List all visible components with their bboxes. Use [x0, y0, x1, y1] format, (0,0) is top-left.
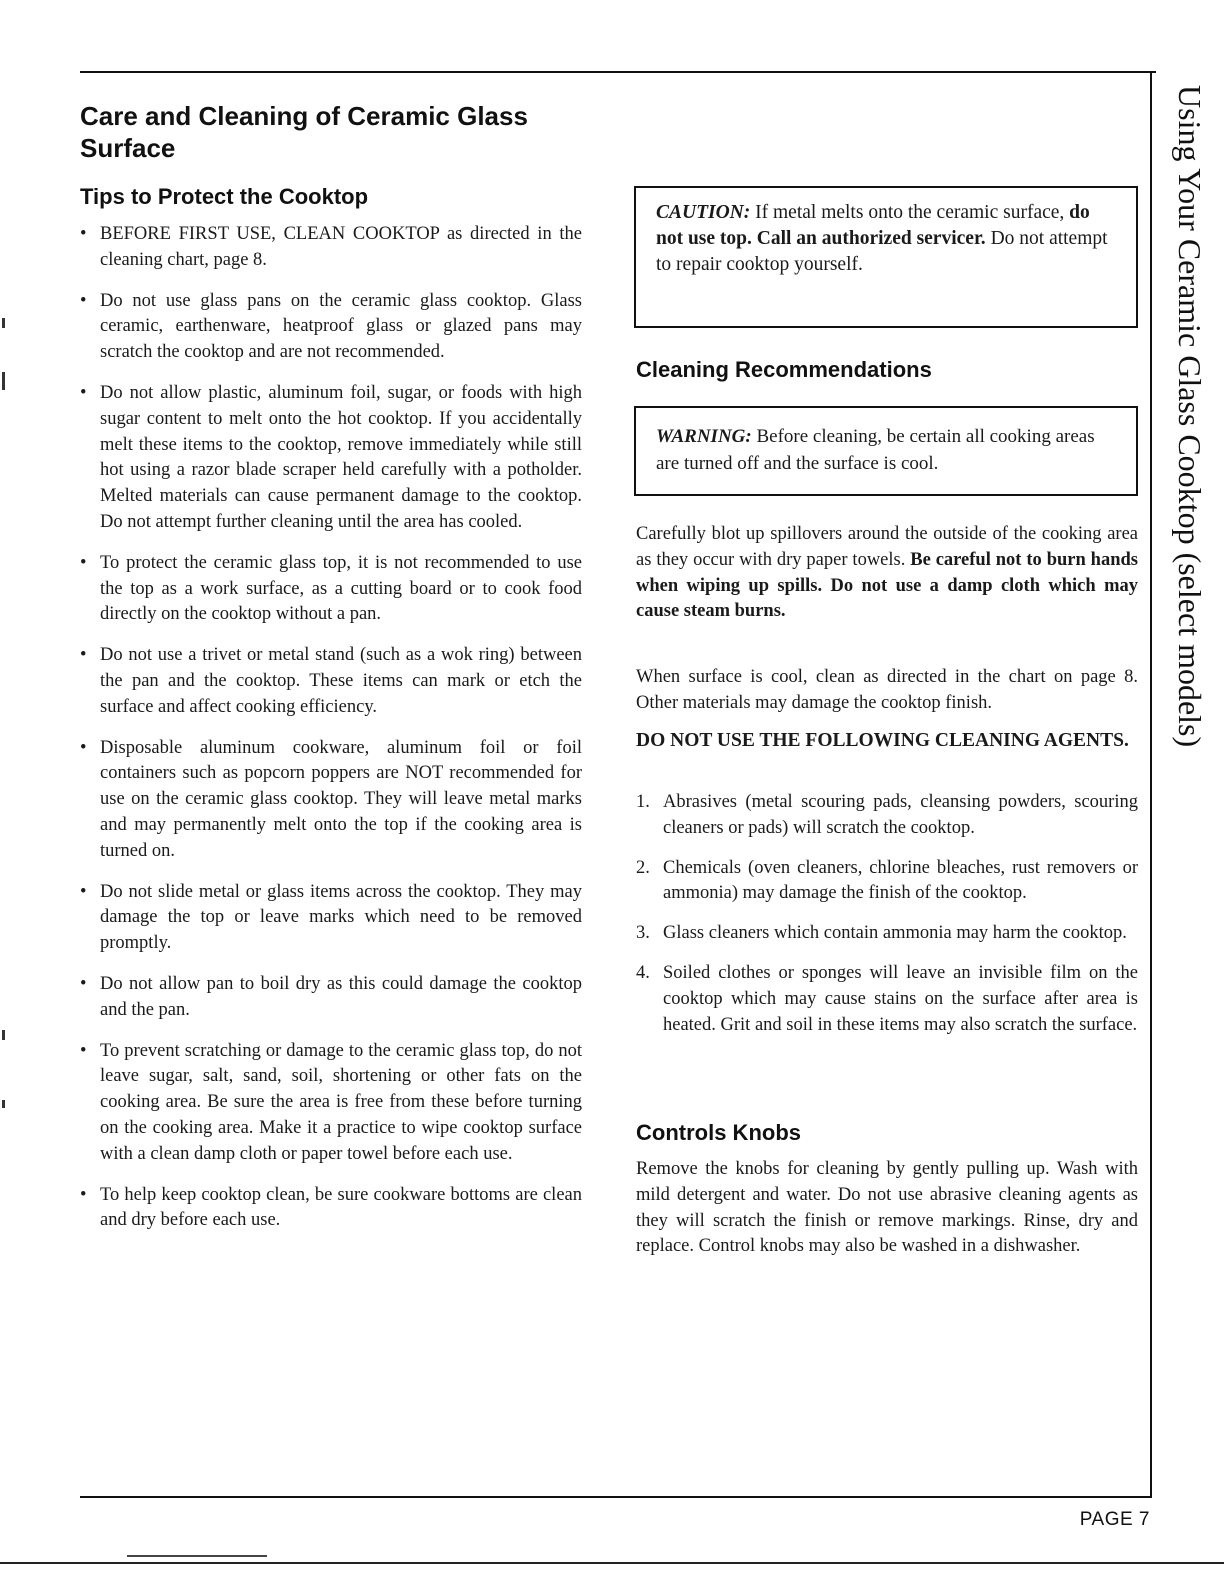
caution-text: If metal melts onto the ceramic surface, [750, 202, 1070, 223]
bullet-icon: • [80, 290, 87, 311]
bullet-icon: • [80, 552, 87, 573]
agent-text: Soiled clothes or sponges will leave an invisible film on the cooktop which may cause stains on the surface after area is heated. Grit and soil in these items may also scratch the surface. [663, 962, 1138, 1035]
tip-text: To help keep cooktop clean, be sure cookware bottoms are clean and dry before each use. [100, 1184, 582, 1231]
page-title: Care and Cleaning of Ceramic Glass Surface [80, 101, 528, 163]
list-item [80, 643, 582, 720]
caution-box [634, 186, 1138, 328]
right-rule [1150, 71, 1152, 1496]
list-item [80, 551, 582, 628]
spillover-warning: Be careful not to burn hands when wiping up spills. Do not use a damp cloth which may cause steam burns. [636, 549, 1138, 622]
list-item [636, 790, 1138, 842]
spillover-text: Carefully blot up spillovers around the outside of the cooking area as they occur with dry paper towels. [636, 524, 1138, 570]
tip-text: Do not use glass pans on the ceramic glass cooktop. Glass ceramic, earthenware, heatproof glass or glazed pans may scratch the cooktop and are not recommended. [100, 290, 582, 363]
list-item [80, 736, 582, 865]
caution-text-end: Do not attempt to repair cooktop yourself. [656, 228, 1108, 275]
controls-paragraph: Remove the knobs for cleaning by gently pulling up. Wash with mild detergent and water. Do not use abrasive cleaning agents as they will scratch the finish or remove markings. Rinse, dry and replace. Control knobs may also be washed in a dishwasher. [636, 1159, 1138, 1257]
scan-margin-mark [2, 1030, 5, 1040]
bullet-icon: • [80, 224, 87, 244]
bullet-icon: • [80, 1040, 87, 1061]
cleaning-heading: Cleaning Recommendations [636, 357, 932, 382]
list-number: 2. [636, 857, 650, 878]
list-item [80, 1183, 582, 1235]
scan-margin-mark [2, 372, 5, 390]
list-item [80, 972, 582, 1024]
tip-text: To prevent scratching or damage to the ceramic glass top, do not leave sugar, salt, sand, soil, shortening or other fats on the cooking area. Be sure the area is free from these before turning on the cooking area. Make it a practice to wipe cooktop surface with a clean damp cloth or paper towel before each use. [100, 1040, 582, 1164]
controls-heading: Controls Knobs [636, 1120, 801, 1145]
tip-text: Do not allow pan to boil dry as this could damage the cooktop and the pan. [100, 973, 582, 1020]
warning-label: WARNING: [656, 426, 752, 447]
caution-label: CAUTION: [656, 202, 751, 223]
agents-heading: DO NOT USE THE FOLLOWING CLEANING AGENTS. [636, 730, 1129, 751]
caution-bold-text: do not use top. Call an authorized servicer. [656, 202, 1090, 249]
agent-text: Abrasives (metal scouring pads, cleansing powders, scouring cleaners or pads) will scratch the cooktop. [663, 792, 1138, 838]
list-number: 3. [636, 923, 650, 944]
warning-box [634, 406, 1138, 496]
bullet-icon: • [80, 973, 87, 994]
page-number: PAGE 7 [1079, 1509, 1150, 1530]
list-number: 4. [636, 962, 650, 983]
tip-text: Do not allow plastic, aluminum foil, sugar, or foods with high sugar content to melt onto the hot cooktop. If you accidentally melt these items to the cooktop, remove immediately while still hot using a razor blade scraper held carefully with a potholder. Melted materials can cause permanent damage to the cooktop. Do not attempt further cleaning until the area has cooled. [100, 382, 582, 532]
scan-margin-mark [2, 318, 5, 328]
tip-text: Do not slide metal or glass items across the cooktop. They may damage the top or leave marks which need to be removed promptly. [100, 881, 582, 954]
scan-margin-mark [2, 1100, 5, 1108]
side-tab [1160, 85, 1220, 845]
scan-bottom-tab [127, 1555, 267, 1557]
tip-text: Disposable aluminum cookware, aluminum foil or foil containers such as popcorn poppers are NOT recommended for use on the ceramic glass cooktop. They will leave metal marks and may permanently melt onto the top if the cooking area is turned on. [100, 737, 582, 861]
bottom-rule [80, 1496, 1152, 1498]
tip-text: To protect the ceramic glass top, it is not recommended to use the top as a work surface, as a cutting board or to cook food directly on the cooktop without a pan. [100, 552, 582, 625]
bullet-icon: • [80, 382, 87, 403]
side-tab-label: Using Your Ceramic Glass Cooktop (select models) [1172, 85, 1208, 748]
surface-cool-paragraph: When surface is cool, clean as directed in the chart on page 8. Other materials may damage the cooktop finish. [636, 667, 1138, 713]
bullet-icon: • [80, 645, 87, 666]
spillover-paragraph [636, 522, 1138, 625]
scan-bottom-edge [0, 1562, 1224, 1564]
bullet-icon: • [80, 1184, 87, 1205]
tips-heading: Tips to Protect the Cooktop [80, 184, 369, 209]
list-item [80, 1039, 582, 1168]
list-item [636, 856, 1138, 908]
list-item [636, 921, 1138, 947]
warning-text: Before cleaning, be certain all cooking areas are turned off and the surface is cool. [656, 426, 1095, 474]
list-item [80, 880, 582, 957]
list-item [636, 961, 1138, 1038]
agent-text: Glass cleaners which contain ammonia may harm the cooktop. [663, 923, 1127, 944]
bullet-icon: • [80, 737, 87, 758]
tip-text: BEFORE FIRST USE, CLEAN COOKTOP as directed in the cleaning chart, page 8. [100, 224, 582, 270]
list-item [80, 222, 582, 274]
top-rule [80, 71, 1156, 73]
tip-text: Do not use a trivet or metal stand (such as a wok ring) between the pan and the cooktop. These items can mark or etch the surface and affect cooking efficiency. [100, 645, 582, 717]
agent-text: Chemicals (oven cleaners, chlorine bleaches, rust removers or ammonia) may damage the finish of the cooktop. [663, 857, 1138, 904]
agents-list [636, 790, 1138, 1052]
list-number: 1. [636, 792, 650, 812]
tips-list [80, 222, 582, 1249]
list-item [80, 289, 582, 366]
list-item [80, 381, 582, 536]
bullet-icon: • [80, 881, 87, 902]
